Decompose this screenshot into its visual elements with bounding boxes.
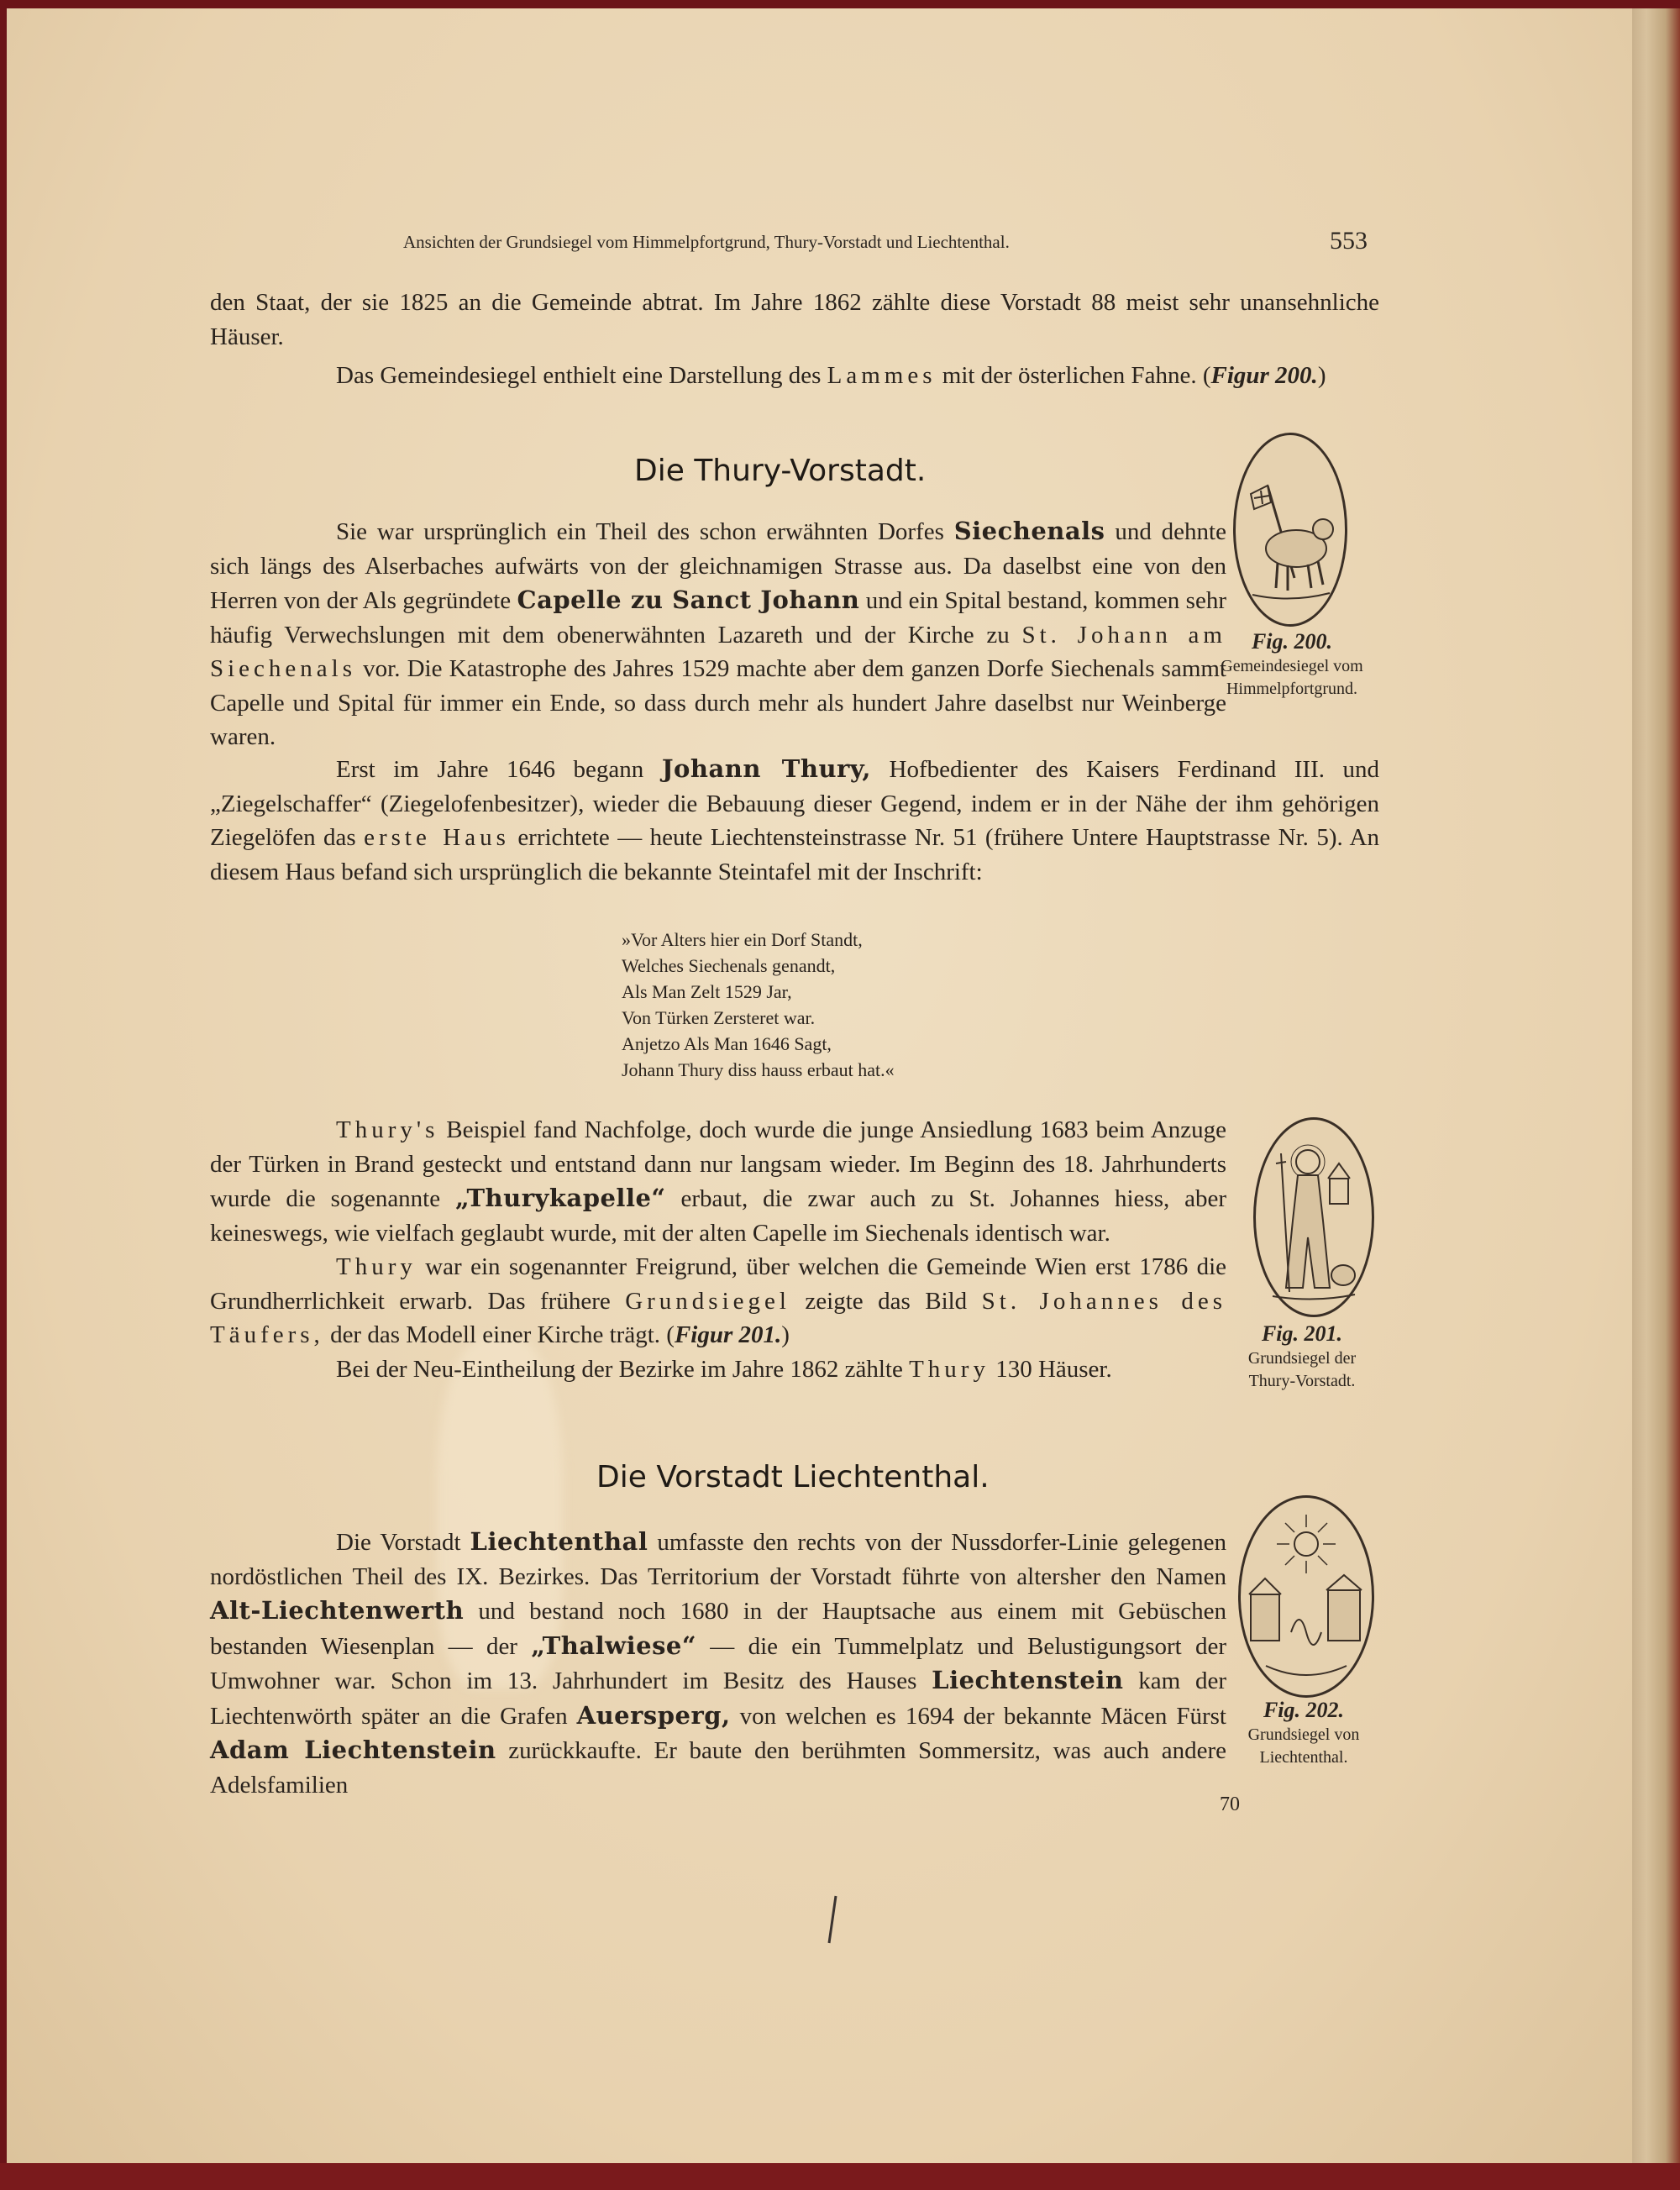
thury-block-1 (210, 514, 1226, 754)
seal-figure-201-st-john (1253, 1117, 1374, 1317)
intro-block (210, 286, 1379, 393)
page-fore-edge (1632, 8, 1680, 2163)
thury-paragraph-5: Bei der Neu-Eintheilung der Bezirke im Jahre 1862 zählte Thury 130 Häuser. (336, 1355, 1112, 1383)
verse-line: Johann Thury diss hauss erbaut hat.« (622, 1059, 895, 1080)
caption-figure-201 (1226, 1321, 1378, 1393)
lamb-with-flag-icon (1236, 435, 1345, 624)
caption-figure-200 (1216, 628, 1368, 701)
thury-paragraph-1: Sie war ursprünglich ein Theil des schon erwähnten Dorfes Siechenals und dehnte sich längs des Alserbaches aufwärts von der gleichnamigen Strasse aus. Da daselbst eine von den Herren von der Als gegründete Capelle zu Sanct Johann und ein Spital bestand, kommen sehr häufig Verwechslungen mit dem obenerwähnten Lazareth und der Kirche zu St. Johann am Siechenals vor. Die Katastrophe des Jahres 1529 machte aber dem ganzen Dorfe Siechenals sammt Capelle und Spital für immer ein Ende, so dass durch mehr als hundert Jahre daselbst nur Weinberge waren. (210, 517, 1226, 750)
figure-reference: Figur 200. (1210, 362, 1318, 389)
thury-paragraph-3: Thury's Beispiel fand Nachfolge, doch wurde die junge Ansiedlung 1683 beim Anzuge der Türken in Brand gesteckt und entstand dann nur langsam wieder. Im Beginn des 18. Jahrhunderts wurde die sogenannte „Thurykapelle“ erbaut, die zwar auch zu St. Johannes hiess, aber keineswegs, wie vielfach geglaubt wurde, mit der alten Capelle im Siechenals identisch war. (210, 1116, 1227, 1247)
verse-line: Anjetzo Als Man 1646 Sagt, (622, 1033, 832, 1054)
liechtenthal-paragraph-1: Die Vorstadt Liechtenthal umfasste den rechts von der Nussdorfer-Linie gelegenen nordöstlichen Theil des IX. Bezirkes. Das Territorium der Vorstadt führte von altersher den Namen Alt-Liechtenwerth und bestand noch 1680 in der Hauptsache aus einem mit Gebüschen bestanden Wiesenplan — der „Thalwiese“ — die ein Tummelplatz und Belustigungsort der Umwohner war. Schon im 13. Jahrhundert im Besitz des Hauses Liechtenstein kam der Liechtenwörth später an die Grafen Auersperg, von welchen es 1694 der bekannte Mäcen Fürst Adam Liechtenstein zurückkaufte. Er baute den berühmten Sommersitz, was auch andere Adelsfamilien (210, 1527, 1227, 1799)
inscription-verse (622, 927, 895, 1083)
running-head: Ansichten der Grundsiegel vom Himmelpfortgrund, Thury-Vorstadt und Liechtenthal. (403, 232, 1010, 252)
thury-block-2 (210, 752, 1379, 889)
thury-block-3 (210, 1113, 1226, 1386)
verse-line: »Vor Alters hier ein Dorf Standt, (622, 929, 863, 950)
sun-over-buildings-icon (1241, 1498, 1372, 1695)
seal-figure-202-liechtenthal (1238, 1495, 1374, 1698)
figure-caption: Grundsiegel von Liechtenthal. (1247, 1725, 1360, 1767)
page-number: 553 (1330, 227, 1368, 255)
pencil-mark-icon (827, 1894, 837, 1945)
seal-figure-200-lamb (1233, 433, 1347, 627)
verse-line: Welches Siechenals genandt, (622, 955, 836, 976)
figure-caption: Gemeindesiegel vom Himmelpfortgrund. (1221, 657, 1363, 698)
section-heading-liechtenthal: Die Vorstadt Liechtenthal. (596, 1460, 990, 1494)
figure-caption: Grundsiegel der Thury-Vorstadt. (1247, 1349, 1357, 1390)
figure-label: Fig. 202. (1263, 1698, 1345, 1722)
figure-reference: Figur 201. (674, 1321, 782, 1348)
section-heading-thury: Die Thury-Vorstadt. (634, 454, 927, 488)
thury-paragraph-4: Thury war ein sogenannter Freigrund, über welchen die Gemeinde Wien erst 1786 die Grundherrlichkeit erwarb. Das frühere Grundsiegel zeigte das Bild St. Johannes des Täufers, der das Modell einer Kirche trägt. (Figur 201.) (210, 1253, 1226, 1348)
liechtenthal-block (210, 1525, 1226, 1802)
thury-paragraph-2: Erst im Jahre 1646 begann Johann Thury, Hofbedienter des Kaisers Ferdinand III. und „Ziegelschaffer“ (Ziegelofenbesitzer), wieder die Bebauung dieser Gegend, indem er in der Nähe der ihm gehörigen Ziegelöfen das erste Haus errichtete — heute Liechtensteinstrasse Nr. 51 (frühere Untere Hauptstrasse Nr. 5). An diesem Haus befand sich ursprünglich die bekannte Steintafel mit der Inschrift: (210, 754, 1380, 885)
book-cover-edge (0, 2163, 1680, 2190)
signature-mark: 70 (1220, 1793, 1240, 1815)
intro-paragraph-2: Das Gemeindesiegel enthielt eine Darstellung des Lammes mit der österlichen Fahne. (Figur 200.) (336, 362, 1326, 389)
caption-figure-202 (1228, 1697, 1379, 1769)
verse-line: Als Man Zelt 1529 Jar, (622, 981, 792, 1002)
saint-with-church-icon (1256, 1120, 1372, 1315)
verse-line: Von Türken Zersteret war. (622, 1007, 816, 1028)
figure-label: Fig. 200. (1251, 629, 1333, 654)
figure-label: Fig. 201. (1261, 1321, 1343, 1346)
intro-paragraph-1: den Staat, der sie 1825 an die Gemeinde abtrat. Im Jahre 1862 zählte diese Vorstadt 88 meist sehr unansehnliche Häuser. (210, 289, 1379, 350)
